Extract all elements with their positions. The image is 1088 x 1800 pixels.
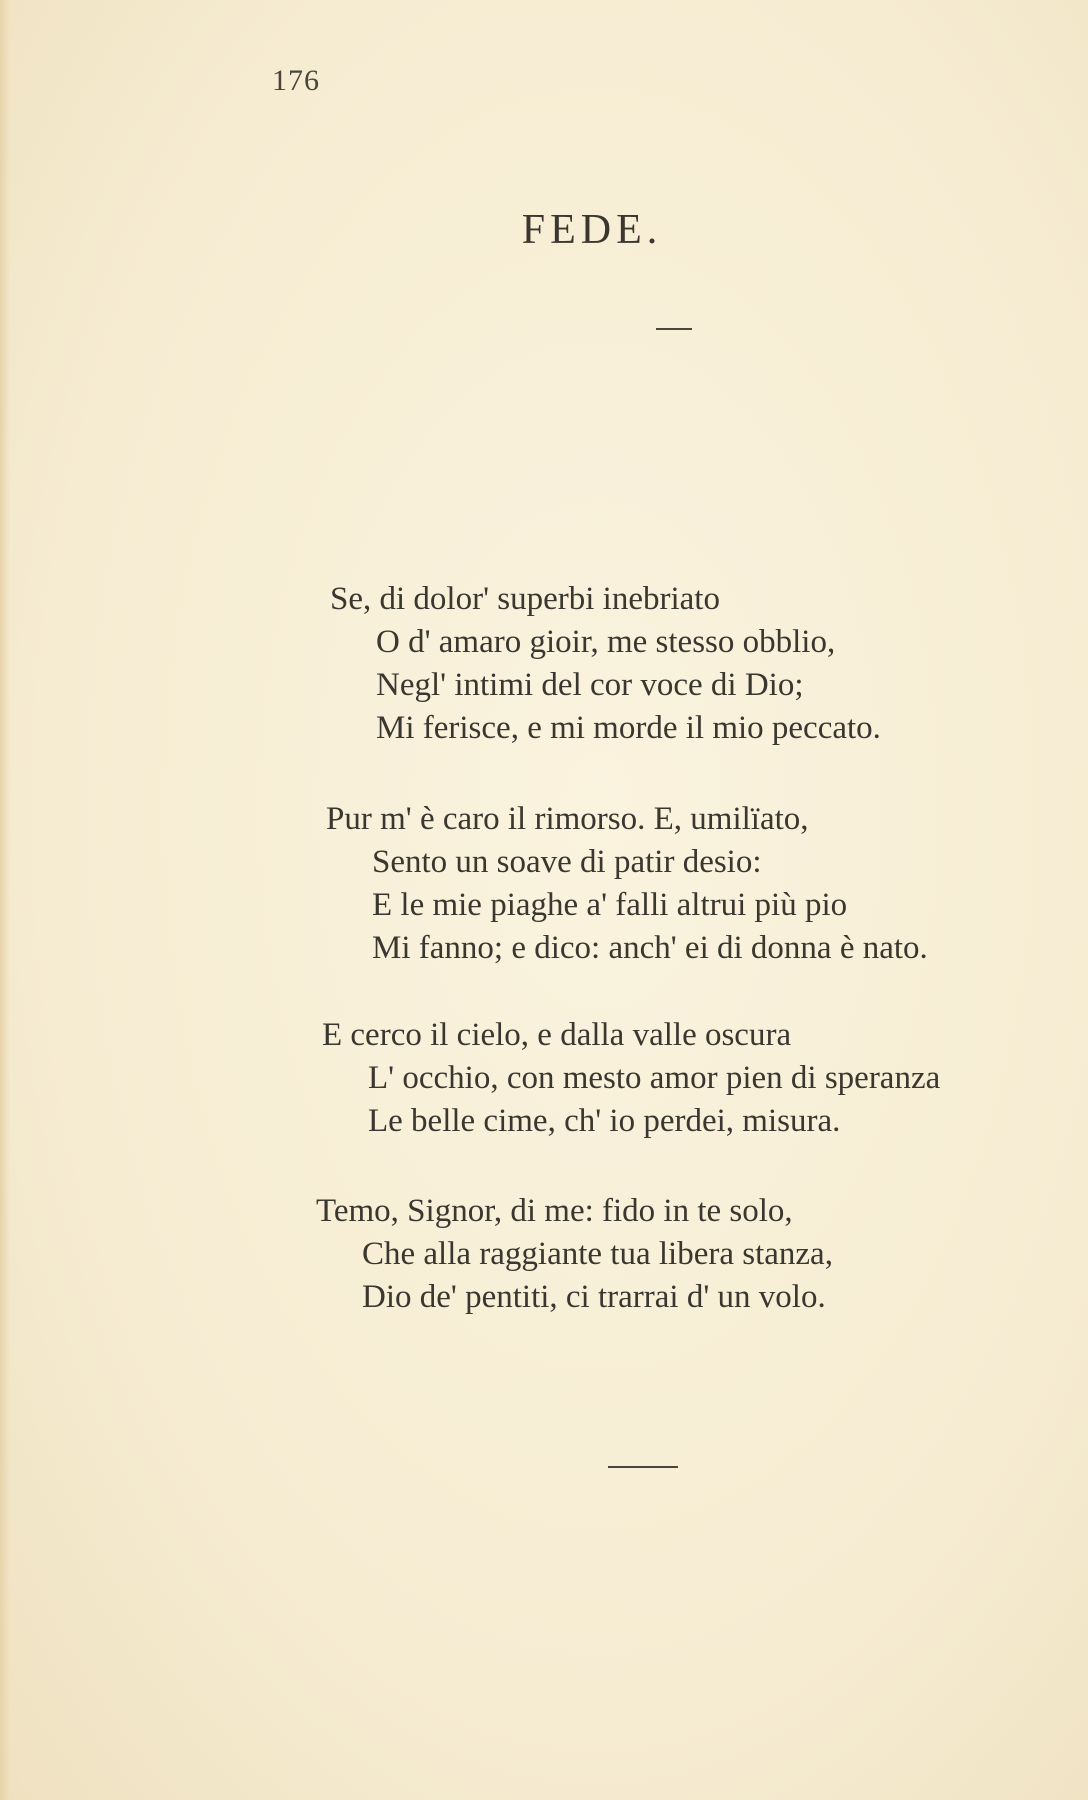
verse-line: L' occhio, con mesto amor pien di speranza — [368, 1060, 941, 1096]
stanza-1 — [330, 578, 881, 750]
verse-line: E le mie piaghe a' falli altrui più pio — [372, 887, 848, 923]
verse-line: Sento un soave di patir desio: — [372, 844, 762, 880]
verse-line: Temo, Signor, di me: fido in te solo, — [316, 1193, 793, 1229]
stanza-3 — [322, 1014, 940, 1143]
page-edge-shadow — [0, 0, 10, 1800]
stanza-2 — [326, 798, 928, 970]
verse-line: Che alla raggiante tua libera stanza, — [362, 1236, 833, 1272]
verse-line: Pur m' è caro il rimorso. E, umilïato, — [326, 801, 809, 837]
verse-line: Se, di dolor' superbi inebriato — [330, 581, 720, 617]
verse-line: Dio de' pentiti, ci trarrai d' un volo. — [362, 1279, 826, 1315]
end-divider — [608, 1466, 678, 1468]
verse-line: Mi fanno; e dico: anch' ei di donna è nato. — [372, 930, 928, 966]
verse-line: Le belle cime, ch' io perdei, misura. — [368, 1103, 841, 1139]
verse-line: E cerco il cielo, e dalla valle oscura — [322, 1017, 792, 1053]
stanza-4 — [316, 1190, 833, 1319]
title-divider — [656, 328, 692, 330]
verse-line: Negl' intimi del cor voce di Dio; — [376, 667, 804, 703]
verse-line: O d' amaro gioir, me stesso obblio, — [376, 624, 836, 660]
verse-line: Mi ferisce, e mi morde il mio peccato. — [376, 710, 881, 746]
poem-title: FEDE. — [521, 207, 663, 253]
page-number: 176 — [272, 64, 320, 97]
